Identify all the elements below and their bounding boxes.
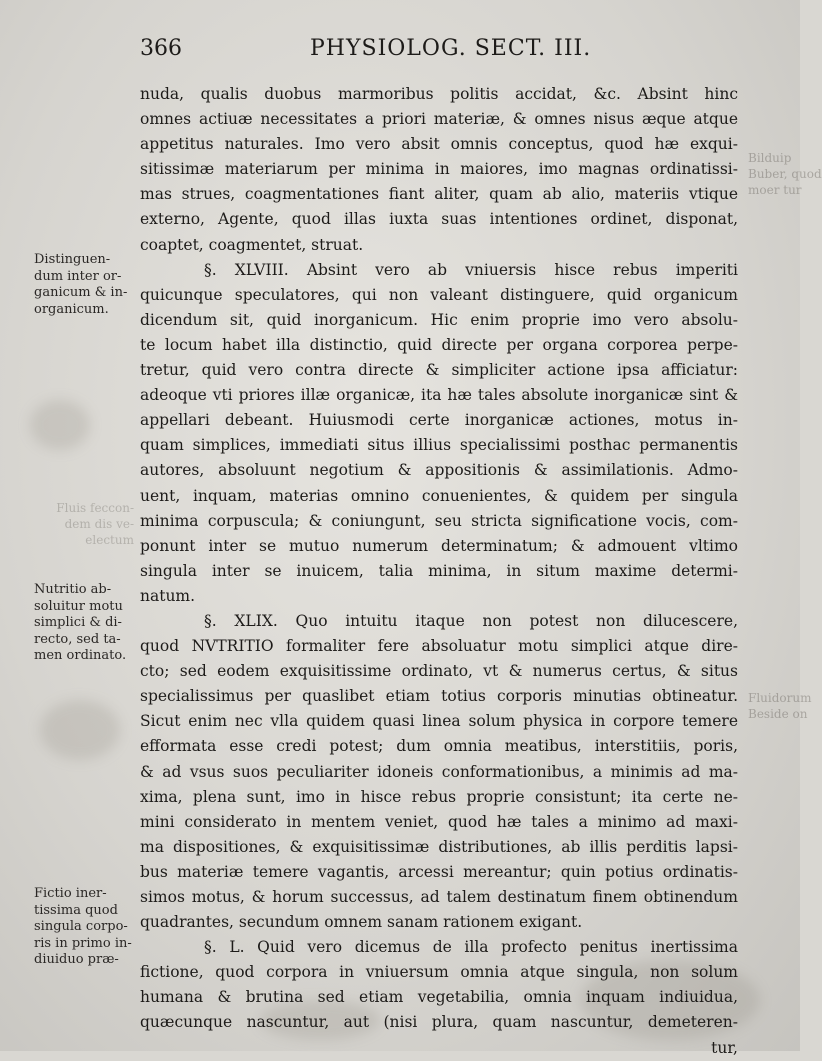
text-line: mas strues, coagmentationes fiant aliter, quam ab alio, materiis vtique [140, 185, 738, 204]
margin-note-line: tissima quod [34, 902, 118, 918]
margin-note-line: simplici & di- [34, 615, 122, 630]
paper-stain [30, 400, 90, 450]
section-heading-l: §. L. Quid vero dicemus de illa profecto penitus inertissima [204, 938, 738, 957]
margin-note-line: singula corpo- [34, 919, 128, 934]
text-line: dicendum sit, quid inorganicum. Hic enim proprie imo vero absolu- [140, 310, 738, 329]
margin-note-line: men ordinato. [34, 648, 127, 663]
paper-stain [40, 700, 120, 760]
text-line: quadrantes, secundum omnem sanam rationem exigant. [140, 913, 583, 932]
text-line: natum. [140, 586, 196, 605]
margin-note-line: ris in primo in- [34, 935, 132, 951]
text-line: singula inter se inuicem, talia minima, in situm maxime determi- [140, 561, 738, 580]
text-line: specialissimus per quaslibet etiam totius corporis minutias obtineatur. [140, 687, 738, 706]
margin-note-line: recto, sed ta- [34, 631, 121, 647]
text-line: appellari debeant. Huiusmodi certe inorganicæ actiones, motus in- [140, 411, 738, 430]
text-line: simos motus, & horum successus, ad talem destinatum finem obtinendum [140, 888, 738, 906]
section-heading-xlix: §. XLIX. Quo intuitu itaque non potest non dilucescere, [204, 611, 738, 630]
text-line: adeoque vti priores illæ organicæ, ita hæ tales absolute inorganicæ sint & [140, 386, 738, 405]
margin-note-line: dum inter or- [34, 268, 122, 284]
text-line: nuda, qualis duobus marmoribus politis accidat, &c. Absint hinc [140, 85, 738, 103]
text-line: uent, inquam, materias omnino conuenientes, & quidem per singula [140, 486, 738, 505]
text-line: & ad vsus suos peculiariter idoneis conformationibus, a minimis ad ma- [140, 762, 738, 781]
margin-note-line: Nutritio ab- [34, 582, 112, 597]
margin-note-line: organicum. [34, 301, 109, 317]
margin-note-line: soluitur motu [34, 598, 123, 614]
text-line: ponunt inter se mutuo numerum determinatum; & admouent vltimo [140, 536, 738, 555]
text-line: humana & brutina sed etiam vegetabilia, omnia inquam indiuidua, [140, 988, 738, 1007]
margin-note-line: diuiduo præ- [34, 952, 119, 967]
margin-note-line: ganicum & in- [34, 285, 128, 300]
text-line: coaptet, coagmentet, struat. [140, 235, 364, 254]
text-line: fictione, quod corpora in vniuersum omnia atque singula, non solum [140, 963, 738, 982]
text-line: ma dispositiones, & exquisitissimæ distributiones, ab illis perditis lapsi- [140, 837, 738, 856]
text-line: quam simplices, immediati situs illius specialissimi posthac permanentis [140, 436, 738, 455]
running-head: PHYSIOLOG. SECT. III. [310, 36, 592, 61]
main-text [140, 82, 738, 1061]
text-line: externo, Agente, quod illas iuxta suas intentiones ordinet, disponat, [140, 210, 738, 229]
text-line: quæcunque nascuntur, aut (nisi plura, quam nascuntur, demeteren- [140, 1013, 738, 1032]
text-line: mini considerato in mentem veniet, quod hæ tales a minimo ad maxi- [140, 812, 738, 831]
page-number: 366 [140, 36, 182, 61]
catchword: tur, [711, 1038, 738, 1057]
text-line: te locum habet illa distinctio, quid directe per organa corporea perpe- [140, 335, 738, 354]
margin-note-fictio [34, 886, 142, 969]
text-line: efformata esse credi potest; dum omnia meatibus, interstitiis, poris, [140, 737, 738, 756]
text-line: tretur, quid vero contra directe & simpliciter actione ipsa afficiatur: [140, 361, 738, 380]
margin-note-distinction [34, 252, 142, 318]
page-header [0, 36, 800, 66]
text-line: appetitus naturales. Imo vero absit omnis conceptus, quod hæ exqui- [140, 135, 738, 154]
text-line: autores, absoluunt negotium & appositionis & assimilationis. Admo- [140, 461, 738, 480]
bleed-through-right: Bilduip Buber, quod moer tur [748, 151, 822, 197]
text-line: sitissimæ materiarum per minima in maiores, imo magnas ordinatissi- [140, 160, 738, 179]
text-line: bus materiæ temere vagantis, arcessi mereantur; quin potius ordinatis- [140, 862, 738, 881]
bleed-through-left: Fluis feccon- dem dis ve- electum [56, 501, 134, 547]
text-line: quod NVTRITIO formaliter fere absoluatur motu simplici atque dire- [140, 637, 738, 656]
margin-note-nutritio [34, 582, 142, 665]
margin-note-line: Distinguen- [34, 252, 111, 267]
section-heading-xlviii: §. XLVIII. Absint vero ab vniuersis hisce rebus imperiti [204, 260, 738, 279]
text-line: Sicut enim nec vlla quidem quasi linea solum physica in corpore temere [140, 712, 738, 731]
text-line: omnes actiuæ necessitates a priori materiæ, & omnes nisus æque atque [140, 110, 738, 129]
bleed-through-right: Fluidorum Beside on [748, 691, 812, 721]
margin-note-line: Fictio iner- [34, 886, 107, 901]
text-line: quicunque speculatores, qui non valeant distinguere, quid organicum [140, 285, 738, 304]
text-line: minima corpuscula; & coniungunt, seu stricta significatione vocis, com- [140, 511, 738, 530]
text-line: xima, plena sunt, imo in hisce rebus proprie consistunt; ita certe ne- [140, 787, 738, 806]
text-line: cto; sed eodem exquisitissime ordinato, vt & numerus certus, & situs [140, 662, 738, 681]
